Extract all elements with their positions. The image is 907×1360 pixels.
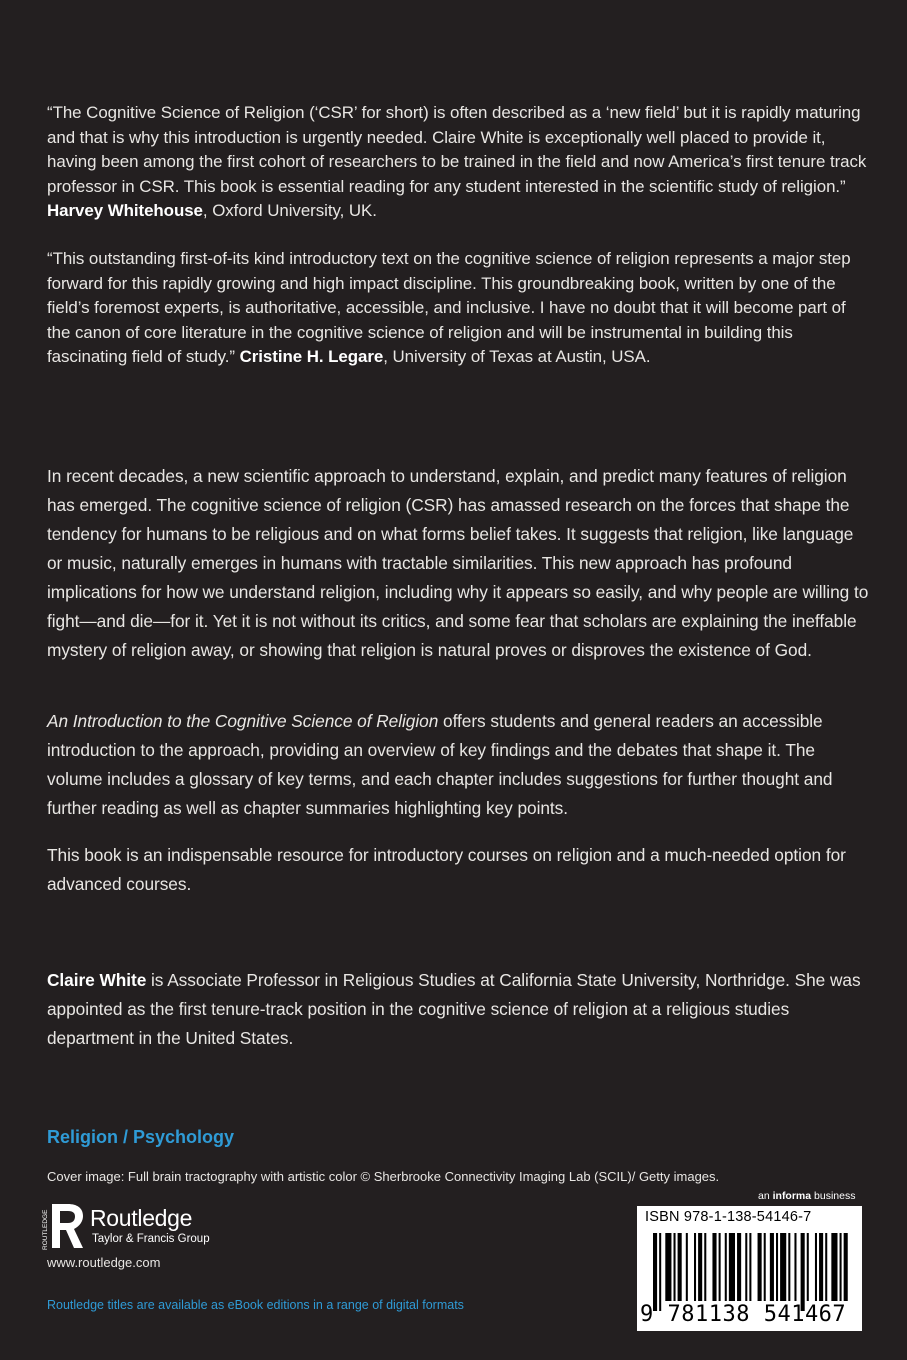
quote-affiliation: , Oxford University, UK. — [202, 201, 377, 220]
isbn-label: ISBN 978-1-138-54146-7 — [645, 1209, 812, 1225]
endorsement-quote-2 — [47, 247, 872, 370]
barcode-bar — [653, 1233, 657, 1311]
barcode-bar — [674, 1233, 676, 1301]
barcode-bar — [694, 1233, 696, 1301]
barcode-bar — [712, 1233, 716, 1301]
quote-author: Harvey Whitehouse — [47, 201, 203, 220]
barcode-bar — [659, 1233, 661, 1311]
logo-vertical-text: ROUTLEDGE — [42, 1209, 49, 1250]
endorsement-quote-1 — [47, 101, 872, 224]
quote-text: “This outstanding first-of-its kind introductory text on the cognitive science of religion represents a major step forward for this rapidly growing and high impact discipline. This groundbreaking book, written by one of the field’s foremost experts, is authoritative, accessible, and inclusive. I have no doubt that it will become part of the canon of core literature in the cognitive science of religion and will be instrumental in building this fascinating field of study.” — [47, 249, 851, 366]
barcode-bar — [776, 1233, 778, 1301]
publisher-name: Routledge — [90, 1205, 193, 1231]
barcode-bar — [665, 1233, 671, 1301]
barcode-bar — [788, 1233, 790, 1301]
barcode-bar — [758, 1233, 762, 1301]
publisher-group: Taylor & Francis Group — [92, 1233, 210, 1245]
barcode-bar — [780, 1233, 786, 1301]
barcode-bar — [719, 1233, 721, 1301]
barcode-bar — [698, 1233, 702, 1301]
barcode-bar — [770, 1233, 774, 1301]
informa-tagline: an informa business — [758, 1190, 856, 1202]
barcode-bar — [825, 1233, 827, 1301]
quote-affiliation: , University of Texas at Austin, USA. — [383, 347, 651, 366]
description-paragraph-2 — [47, 707, 872, 823]
informa-brand: informa — [772, 1190, 812, 1202]
barcode-bar — [840, 1233, 842, 1301]
publisher-website: www.routledge.com — [47, 1255, 161, 1270]
barcode-bar — [844, 1233, 848, 1301]
description-paragraph-1: In recent decades, a new scientific approach to understand, explain, and predict many features of religion has emerged. The cognitive science of religion (CSR) has amassed research on the forces that shape the tendency for humans to be religious and on what forms belief takes. It suggests that religion, like language or music, naturally emerges in humans with tractable similarities. This new approach has profound implications for how we understand religion, including why it appears so easily, and why people are willing to fight—and die—for it. Yet it is not without its critics, and some fear that scholars are explaining the ineffable mystery of religion away, or showing that religion is natural proves or disproves the existence of God. — [47, 466, 869, 660]
barcode-bar — [745, 1233, 747, 1301]
barcode-digits: 9 781138 541467 — [640, 1302, 847, 1327]
subject-category: Religion / Psychology — [47, 1127, 235, 1147]
bio-text: is Associate Professor in Religious Studies at California State University, Northridge. She was appointed as the first tenure-track position in the cognitive science of religion at a religious studies department in the United States. — [47, 970, 861, 1048]
author-name: Claire White — [47, 970, 147, 990]
barcode-bar — [819, 1233, 823, 1301]
barcode-bar — [729, 1233, 735, 1301]
ebook-note: Routledge titles are available as eBook editions in a range of digital formats — [47, 1298, 464, 1312]
barcode-bar — [815, 1233, 817, 1301]
barcode-bar — [807, 1233, 809, 1301]
barcode-bar — [749, 1233, 751, 1301]
author-bio — [47, 966, 872, 1053]
barcode-bar — [764, 1233, 766, 1301]
cover-credit: Cover image: Full brain tractography with artistic color © Sherbrooke Connectivity Imaging Lab (SCIL)/ Getty images. — [47, 1169, 720, 1184]
quote-text: “The Cognitive Science of Religion (‘CSR’ for short) is often described as a ‘new field’ but it is rapidly maturing and that is why this introduction is urgently needed. Claire White is exceptionally well placed to provide it, having been among the first cohort of researchers to be trained in the field and now America’s first tenure track professor in CSR. This book is essential reading for any student interested in the scientific study of religion.” — [47, 103, 867, 196]
barcode-bar — [678, 1233, 682, 1301]
barcode-bar — [831, 1233, 837, 1301]
barcode-bar — [686, 1233, 688, 1301]
description-paragraph-3: This book is an indispensable resource for introductory courses on religion and a much-needed option for advanced courses. — [47, 845, 846, 894]
quote-author: Cristine H. Legare — [239, 347, 384, 366]
barcode-bar — [737, 1233, 741, 1301]
barcode-bar — [794, 1233, 796, 1301]
book-title: An Introduction to the Cognitive Science of Religion — [47, 711, 439, 731]
barcode-bar — [725, 1233, 727, 1301]
barcode-bar — [704, 1233, 706, 1301]
description-text: offers students and general readers an accessible introduction to the approach, providing an overview of key findings and the debates that shape it. The volume includes a glossary of key terms, and each chapter includes suggestions for further thought and further reading as well as chapter summaries highlighting key points. — [47, 711, 833, 818]
barcode-bar — [801, 1233, 805, 1311]
